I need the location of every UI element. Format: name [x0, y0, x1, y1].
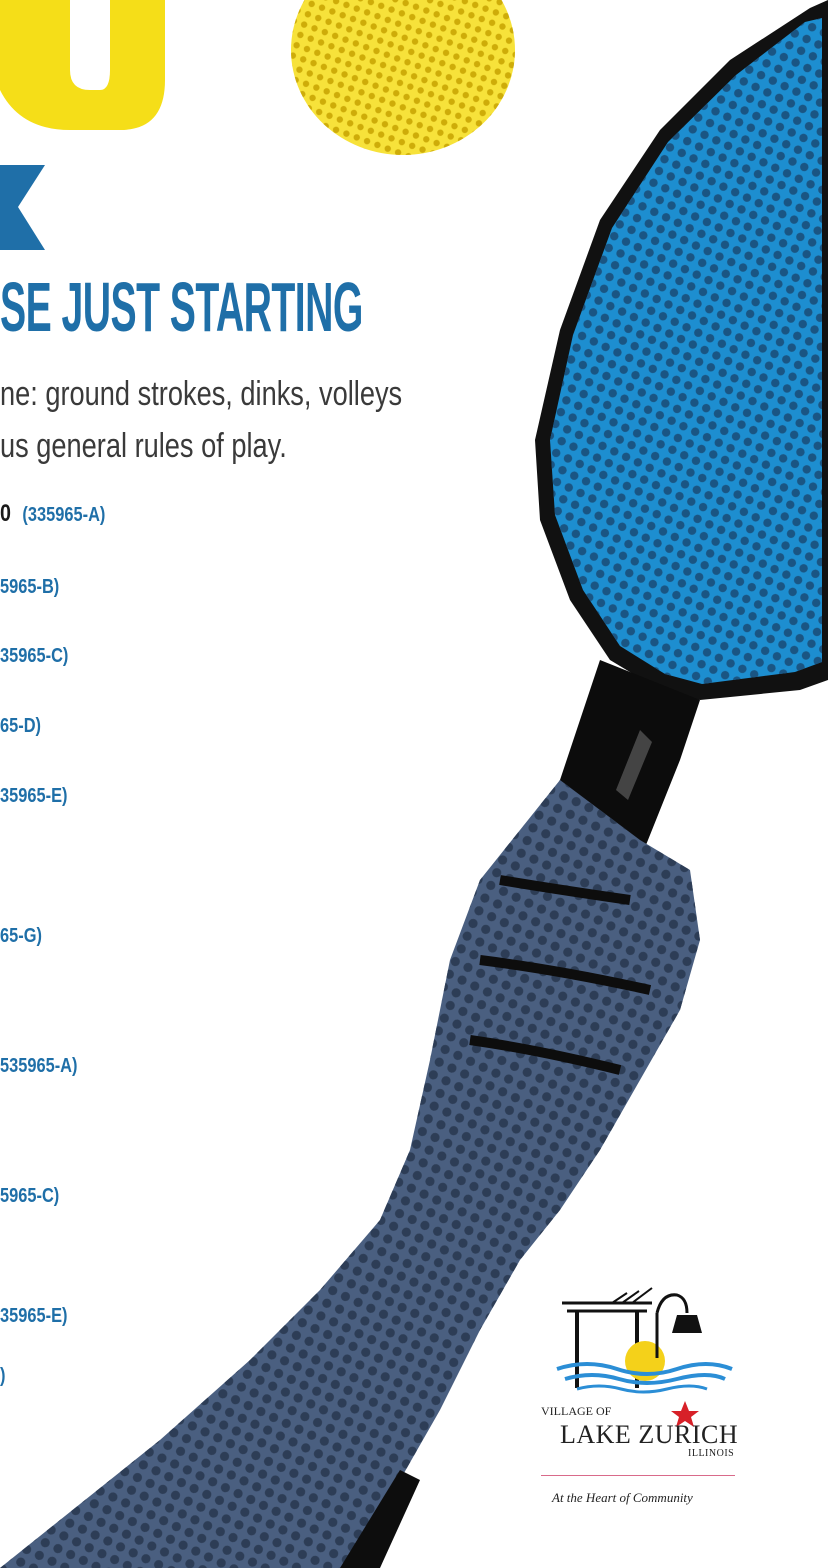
- description-line-2: us general rules of play.: [0, 427, 287, 465]
- class-code: 535965-A): [0, 1055, 78, 1077]
- logo-illinois: ILLINOIS: [688, 1448, 735, 1459]
- headline: SE JUST STARTING: [0, 268, 363, 346]
- lake-zurich-logo-icon: [537, 1283, 737, 1513]
- logo-tagline: At the Heart of Community: [552, 1490, 693, 1505]
- logo-divider: [541, 1475, 735, 1476]
- logo-lake-zurich: LAKE ZURICH: [560, 1420, 739, 1449]
- class-code: (335965-A): [22, 504, 106, 526]
- class-code: 35965-E): [0, 785, 68, 807]
- class-code: ): [0, 1365, 6, 1387]
- description-line-1: ne: ground strokes, dinks, volleys: [0, 375, 403, 413]
- pickleball-paddle-icon: [535, 0, 828, 860]
- class-code-lead: 0: [0, 500, 11, 527]
- class-code: 35965-C): [0, 645, 69, 667]
- class-code: 5965-C): [0, 1185, 60, 1207]
- class-code: 65-D): [0, 715, 42, 737]
- class-code: 35965-E): [0, 1305, 68, 1327]
- class-code: 65-G): [0, 925, 42, 947]
- logo-village-of: VILLAGE OF: [541, 1404, 612, 1418]
- class-code: 5965-B): [0, 576, 60, 598]
